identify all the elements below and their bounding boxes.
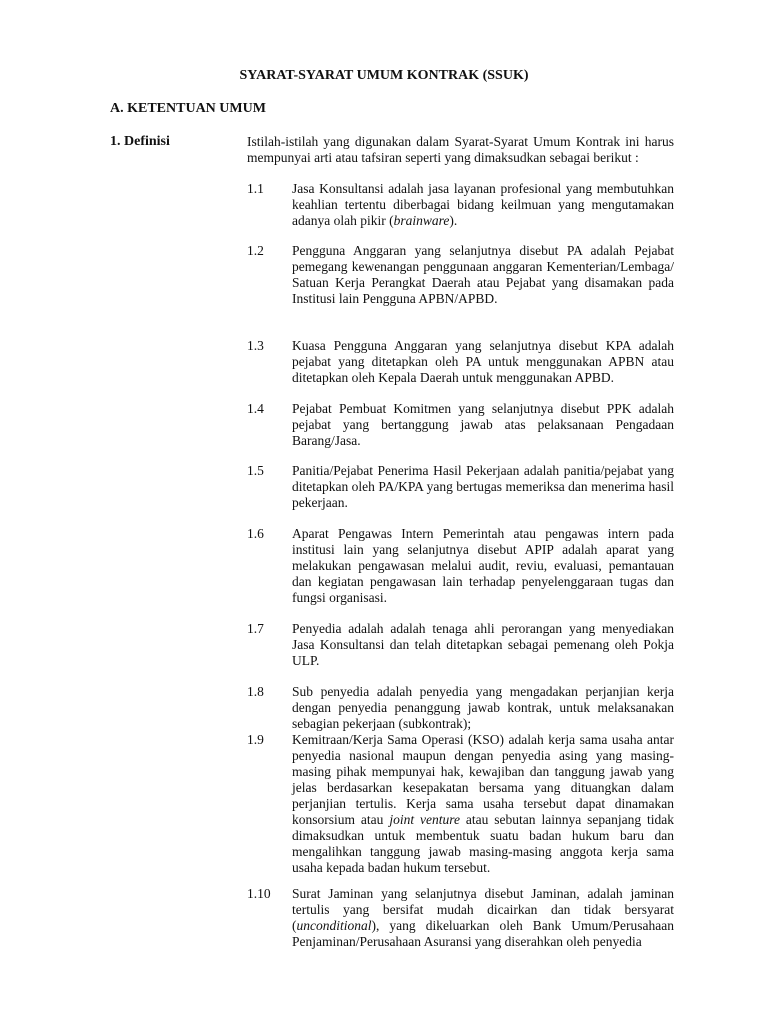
definition-item: Penyedia adalah adalah tenaga ahli perorangan yang menyediakan Jasa Konsultansi dan telah ditetapkan sebagai pemenang oleh Pokja ULP. xyxy=(292,621,674,668)
definition-item xyxy=(292,886,674,950)
section-heading: A. KETENTUAN UMUM xyxy=(110,101,266,116)
item-text: ). xyxy=(449,213,458,228)
definisi-intro: Istilah-istilah yang digunakan dalam Syarat-Syarat Umum Kontrak ini harus mempunyai arti atau tafsiran seperti yang dimaksudkan sebagai berikut : xyxy=(247,134,674,165)
definition-item: Aparat Pengawas Intern Pemerintah atau pengawas intern pada institusi lain yang selanjutnya disebut APIP adalah aparat yang melakukan pengawasan melalui audit, reviu, evaluasi, pemantauan dan kegiatan pengawasan lain terhadap penyelenggaraan tugas dan fungsi organisasi. xyxy=(292,526,674,605)
item-number: 1.7 xyxy=(247,621,264,636)
definition-item xyxy=(292,181,674,229)
definition-item: Pejabat Pembuat Komitmen yang selanjutnya disebut PPK adalah pejabat yang bertanggung jawab atas pelaksanaan Pengadaan Barang/Jasa. xyxy=(292,401,674,448)
item-italic-term: brainware xyxy=(393,213,450,228)
definition-item: Sub penyedia adalah penyedia yang mengadakan perjanjian kerja dengan penyedia penanggung jawab kontrak, untuk melaksanakan sebagian pekerjaan (subkontrak); xyxy=(292,684,674,731)
item-italic-term: joint venture xyxy=(389,812,460,827)
definition-item: Kuasa Pengguna Anggaran yang selanjutnya disebut KPA adalah pejabat yang ditetapkan oleh PA untuk menggunakan APBN atau ditetapkan oleh Kepala Daerah untuk menggunakan APBD. xyxy=(292,338,674,385)
item-number: 1.8 xyxy=(247,684,264,699)
item-text: ), yang dikeluarkan oleh Bank Umum/Perusahaan Penjaminan/Perusahaan Asuransi yang diserahkan oleh penyedia xyxy=(292,918,674,949)
definition-item: Pengguna Anggaran yang selanjutnya disebut PA adalah Pejabat pemegang kewenangan penggunaan anggaran Kementerian/Lembaga/ Satuan Kerja Perangkat Daerah atau Pejabat yang disamakan pada Institusi lain Pengguna APBN/APBD. xyxy=(292,243,674,306)
definition-item: Panitia/Pejabat Penerima Hasil Pekerjaan adalah panitia/pejabat yang ditetapkan oleh PA/KPA yang bertugas memeriksa dan menerima hasil pekerjaan. xyxy=(292,463,674,510)
item-number: 1.9 xyxy=(247,732,264,747)
definition-item xyxy=(292,732,674,876)
item-number: 1.6 xyxy=(247,526,264,541)
item-text: Jasa Konsultansi adalah jasa layanan profesional yang membutuhkan keahlian tertentu diberbagai bidang keilmuan yang mengutamakan adanya olah pikir ( xyxy=(292,181,674,228)
item-number: 1.2 xyxy=(247,243,264,258)
item-number: 1.1 xyxy=(247,181,264,196)
item-number: 1.10 xyxy=(247,886,271,901)
item-italic-term: unconditional xyxy=(296,918,372,933)
item-text: atau sebutan lainnya sepanjang tidak dimaksudkan untuk membentuk suatu badan hukum baru dan mengalihkan tanggung jawab masing-masing anggota kerja sama usaha kepada badan hukum tersebut. xyxy=(292,812,674,875)
definisi-label: 1. Definisi xyxy=(110,134,170,149)
item-number: 1.4 xyxy=(247,401,264,416)
item-text: Surat Jaminan yang selanjutnya disebut Jaminan, adalah jaminan tertulis yang bersifat mudah dicairkan dan tidak bersyarat ( xyxy=(292,886,674,933)
document-title: SYARAT-SYARAT UMUM KONTRAK (SSUK) xyxy=(239,68,529,83)
item-number: 1.3 xyxy=(247,338,264,353)
item-text: Kemitraan/Kerja Sama Operasi (KSO) adalah kerja sama usaha antar penyedia nasional maupun dengan penyedia asing yang masing-masing pihak mempunyai hak, kewajiban dan tanggung jawab yang jelas berdasarkan kesepakatan bersama yang dituangkan dalam perjanjian tertulis. Kerja sama usaha tersebut dapat dinamakan konsorsium atau xyxy=(292,732,674,827)
item-number: 1.5 xyxy=(247,463,264,478)
